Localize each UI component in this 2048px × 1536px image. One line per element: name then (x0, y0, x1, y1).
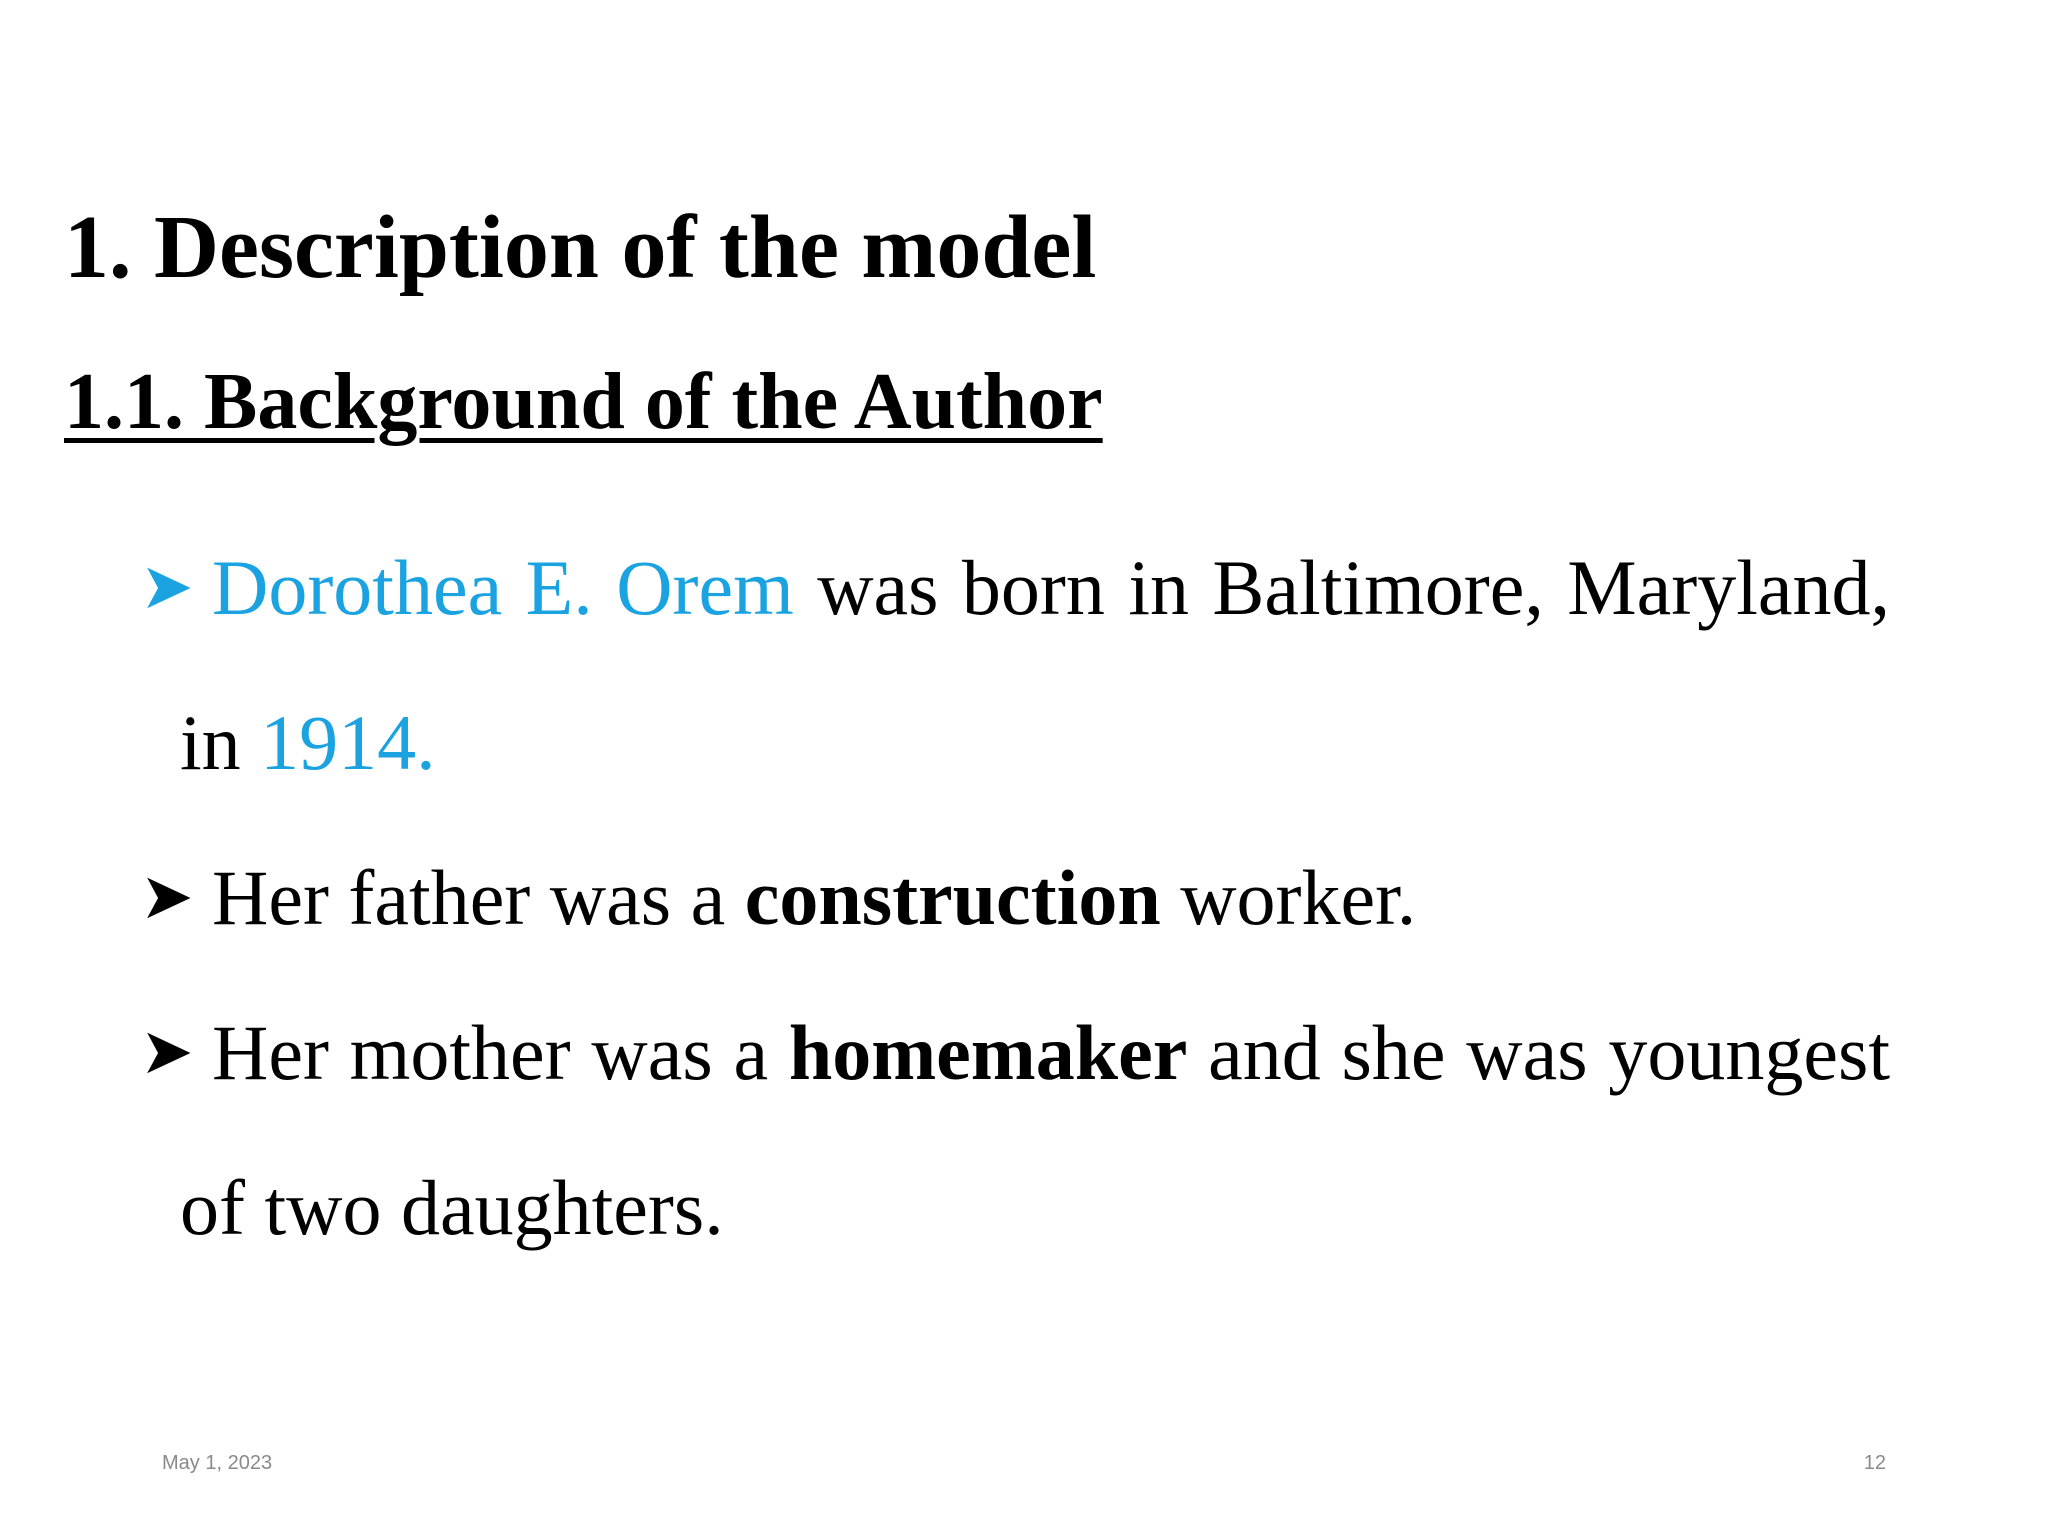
arrowhead-bullet-icon: ➤ (140, 860, 194, 934)
arrowhead-bullet-icon: ➤ (140, 550, 194, 624)
arrowhead-bullet-icon: ➤ (140, 1015, 194, 1089)
mother-text-end: and she was youngest of two daughters. (180, 1009, 1890, 1251)
father-text-end: worker. (1160, 854, 1417, 941)
father-text-start: Her father was a (212, 854, 745, 941)
bullet-item-birth (140, 510, 1890, 820)
bullet-item-mother (140, 975, 1890, 1285)
mother-occupation: homemaker (788, 1009, 1188, 1096)
mother-text-start: Her mother was a (212, 1009, 789, 1096)
section-heading: 1.1. Background of the Author (64, 358, 1103, 446)
slide-title: 1. Description of the model (64, 198, 1097, 297)
father-occupation: construction (744, 854, 1161, 941)
bullet-item-father (140, 820, 1890, 975)
author-name: Dorothea E. Orem (212, 544, 794, 631)
page-number: 12 (1863, 1452, 1886, 1474)
birth-year: 1914. (260, 699, 436, 786)
footer-date: May 1, 2023 (162, 1452, 273, 1474)
bullet-list (140, 510, 1890, 1285)
birth-text: was born in Baltimore, Maryland, in (180, 544, 1890, 786)
